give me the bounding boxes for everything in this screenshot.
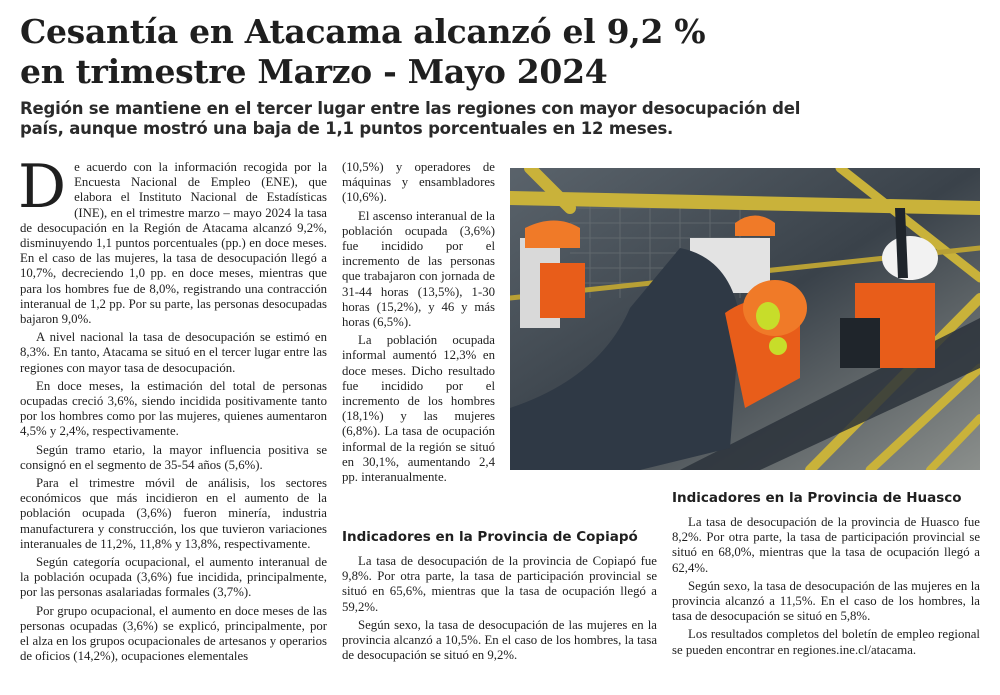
paragraph: A nivel nacional la tasa de desocupación se estimó en 8,3%. En tanto, Atacama se situó en el tercer lugar entre las regiones con mayor tasa de desocupación. — [20, 330, 327, 375]
paragraph: La población ocupada informal aumentó 12,3% en doce meses. Dicho resultado fue incidido por el incremento de los hombres (18,1%) y las mujeres (6,8%). La tasa de ocupación informal de la región se situó en 30,1%, aumentando 2,4 pp. interanualmente. — [342, 333, 495, 485]
paragraph: Según sexo, la tasa de desocupación de las mujeres en la provincia alcanzó a 11,5%. En el caso de los hombres, la tasa de desocupación se situó en 5,8%. — [672, 578, 980, 624]
headline-line-2: en trimestre Marzo - Mayo 2024 — [20, 52, 608, 91]
subheadline — [20, 99, 980, 139]
paragraph: Según tramo etario, la mayor influencia positiva se consignó en el segmento de 35-54 años (5,6%). — [20, 442, 327, 472]
huasco-section-title: Indicadores en la Provincia de Huasco — [672, 490, 962, 506]
copiapo-section-title: Indicadores en la Provincia de Copiapó — [342, 529, 638, 545]
industrial-workers-photo-icon — [510, 168, 980, 470]
paragraph: La tasa de desocupación de la provincia de Huasco fue 8,2%. Por otra parte, la tasa de participación provincial se situó en 68,0%, mientras que la tasa de ocupación llegó a 62,4%. — [672, 515, 980, 575]
copiapo-section — [342, 529, 657, 666]
paragraph: Según sexo, la tasa de desocupación de las mujeres en la provincia alcanzó a 10,5%. En el caso de los hombres, la tasa de desocupación se situó en 9,2%. — [342, 617, 657, 663]
headline — [20, 12, 980, 92]
article-column-2 — [342, 160, 495, 488]
huasco-section — [672, 490, 980, 661]
drop-cap: D — [18, 152, 67, 222]
paragraph-intro-text: e acuerdo con la información recogida por la Encuesta Nacional de Empleo (ENE), que elabora el Instituto Nacional de Estadísticas (INE), en el trimestre marzo – mayo 2024 la tasa de desocupación en la Región de Atacama alcanzó 9,2%, disminuyendo 1,1 puntos porcentuales (pp.) en doce meses. En el caso de las mujeres, la tasa de desocupación llegó a 10,7%, decreciendo 1,0 pp. en doce meses, mientras que para los hombres fue de 8,0%, registrando una contracción interanual de 1,2 pp. Por su parte, las personas desocupadas bajaron 9,0%. — [20, 160, 327, 327]
paragraph-continued: (10,5%) y operadores de máquinas y ensambladores (10,6%). — [342, 160, 495, 205]
paragraph-intro — [18, 152, 327, 327]
subheadline-line-2: país, aunque mostró una baja de 1,1 puntos porcentuales en 12 meses. — [20, 119, 674, 138]
headline-line-1: Cesantía en Atacama alcanzó el 9,2 % — [20, 12, 706, 51]
workers-photo — [510, 168, 980, 470]
paragraph: Según categoría ocupacional, el aumento interanual de la población ocupada (3,6%) fue incidida, principalmente, por las personas asalariadas formales (3,7%). — [20, 555, 327, 600]
paragraph: Por grupo ocupacional, el aumento en doce meses de las personas ocupadas (3,6%) se explicó, principalmente, por el alza en los grupos ocupacionales de artesanos y operarios de oficios (14,2%), ocupaciones elementales — [20, 603, 327, 664]
paragraph: Para el trimestre móvil de análisis, los sectores económicos que más incidieron en el aumento de la población ocupada (3,6%) fueron minería, industria manufacturera y construcción, los que tuvieron variaciones interanuales de 11,2%, 11,8% y 13,8%, respectivamente. — [20, 476, 327, 551]
article-column-1 — [18, 152, 327, 668]
paragraph: Los resultados completos del boletín de empleo regional se pueden encontrar en regiones.ine.cl/atacama. — [672, 627, 980, 657]
paragraph: La tasa de desocupación de la provincia de Copiapó fue 9,8%. Por otra parte, la tasa de participación provincial se situó en 65,6%, mientras que la tasa de ocupación llegó a 59,2%. — [342, 554, 657, 614]
paragraph: El ascenso interanual de la población ocupada (3,6%) fue incidido por el incremento de las personas que trabajaron con jornada de 31-44 horas (13,5%), 1-30 horas (15,2%), y 46 y más horas (6,5%). — [342, 208, 495, 330]
paragraph: En doce meses, la estimación del total de personas ocupadas creció 3,6%, siendo incidida positivamente tanto por los hombres como por las mujeres, quienes aumentaron 4,5% y 2,4%, respectivamente. — [20, 378, 327, 439]
subheadline-line-1: Región se mantiene en el tercer lugar entre las regiones con mayor desocupación del — [20, 99, 801, 118]
